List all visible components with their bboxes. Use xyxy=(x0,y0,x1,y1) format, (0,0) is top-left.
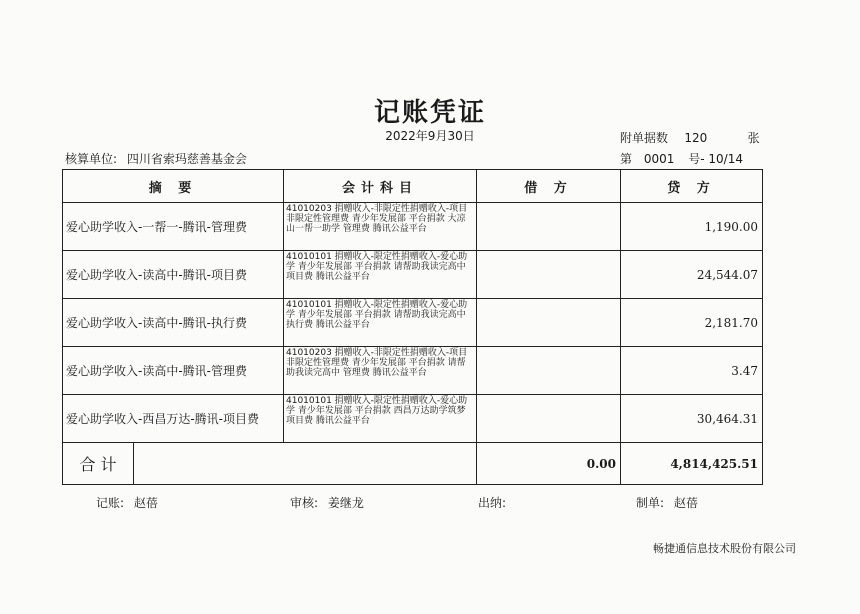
table-row xyxy=(63,347,763,395)
row-summary: 爱心助学收入-读高中-腾讯-管理费 xyxy=(63,347,284,395)
row-credit: 1,190.00 xyxy=(621,203,763,251)
row-account: 41010203 捐赠收入-非限定性捐赠收入-项目非限定性管理费 青少年发展部 平台捐款 大凉山一帮一助学 管理费 腾讯公益平台 xyxy=(284,203,477,251)
auditor-name: 姜继龙 xyxy=(327,496,364,510)
table-row xyxy=(63,203,763,251)
entity-info xyxy=(65,150,247,167)
row-account: 41010101 捐赠收入-限定性捐赠收入-爱心助学 青少年发展部 平台捐款 请帮助我读完高中 项目费 腾讯公益平台 xyxy=(284,251,477,299)
total-credit: 4,814,425.51 xyxy=(621,443,763,485)
voucher-no-mid: 号- xyxy=(688,152,705,166)
voucher-title: 记账凭证 xyxy=(373,98,486,128)
header-summary: 摘 要 xyxy=(63,170,284,203)
row-debit xyxy=(477,299,621,347)
table-row xyxy=(63,299,763,347)
row-credit: 2,181.70 xyxy=(621,299,763,347)
cashier-signature xyxy=(478,494,512,511)
table-row xyxy=(63,395,763,443)
voucher-no-number: 0001 xyxy=(643,152,675,166)
attachments-count: 120 xyxy=(684,131,708,145)
entity-name: 四川省索玛慈善基金会 xyxy=(126,152,247,166)
voucher-no-prefix: 第 xyxy=(620,152,633,166)
voucher-number xyxy=(620,150,743,167)
row-account: 41010101 捐赠收入-限定性捐赠收入-爱心助学 青少年发展部 平台捐款 请帮助我读完高中 执行费 腾讯公益平台 xyxy=(284,299,477,347)
cashier-label: 出纳: xyxy=(478,496,507,510)
table-header-row xyxy=(63,170,763,203)
row-debit xyxy=(477,347,621,395)
row-summary: 爱心助学收入-一帮一-腾讯-管理费 xyxy=(63,203,284,251)
attachments-info xyxy=(620,129,760,146)
row-summary: 爱心助学收入-读高中-腾讯-执行费 xyxy=(63,299,284,347)
row-debit xyxy=(477,251,621,299)
row-summary: 爱心助学收入-读高中-腾讯-项目费 xyxy=(63,251,284,299)
total-label: 合 计 xyxy=(63,443,134,484)
header-credit: 贷 方 xyxy=(621,170,763,203)
preparer-signature xyxy=(636,494,698,511)
auditor-label: 审核: xyxy=(290,496,319,510)
attachments-unit: 张 xyxy=(747,131,760,145)
row-credit: 30,464.31 xyxy=(621,395,763,443)
row-account: 41010203 捐赠收入-非限定性捐赠收入-项目非限定性管理费 青少年发展部 平台捐款 请帮助我读完高中 管理费 腾讯公益平台 xyxy=(284,347,477,395)
row-debit xyxy=(477,203,621,251)
preparer-name: 赵蓓 xyxy=(673,496,698,510)
header-debit: 借 方 xyxy=(477,170,621,203)
preparer-label: 制单: xyxy=(636,496,665,510)
table-row xyxy=(63,251,763,299)
voucher-no-page: 10/14 xyxy=(708,152,743,166)
row-debit xyxy=(477,395,621,443)
header-account: 会计科目 xyxy=(284,170,477,203)
total-debit: 0.00 xyxy=(477,443,621,485)
software-company: 畅捷通信息技术股份有限公司 xyxy=(653,542,796,555)
total-row xyxy=(63,443,763,485)
bookkeeper-signature xyxy=(96,494,158,511)
row-account: 41010101 捐赠收入-限定性捐赠收入-爱心助学 青少年发展部 平台捐款 西昌万达助学筑梦 项目费 腾讯公益平台 xyxy=(284,395,477,443)
row-credit: 24,544.07 xyxy=(621,251,763,299)
entity-label: 核算单位: xyxy=(65,152,118,166)
total-label-cell xyxy=(63,443,477,485)
auditor-signature xyxy=(290,494,364,511)
bookkeeper-label: 记账: xyxy=(96,496,125,510)
voucher-table xyxy=(62,169,763,485)
voucher-date: 2022年9月30日 xyxy=(385,129,475,143)
attachments-label: 附单据数 xyxy=(620,131,669,145)
bookkeeper-name: 赵蓓 xyxy=(133,496,158,510)
row-credit: 3.47 xyxy=(621,347,763,395)
row-summary: 爱心助学收入-西昌万达-腾讯-项目费 xyxy=(63,395,284,443)
